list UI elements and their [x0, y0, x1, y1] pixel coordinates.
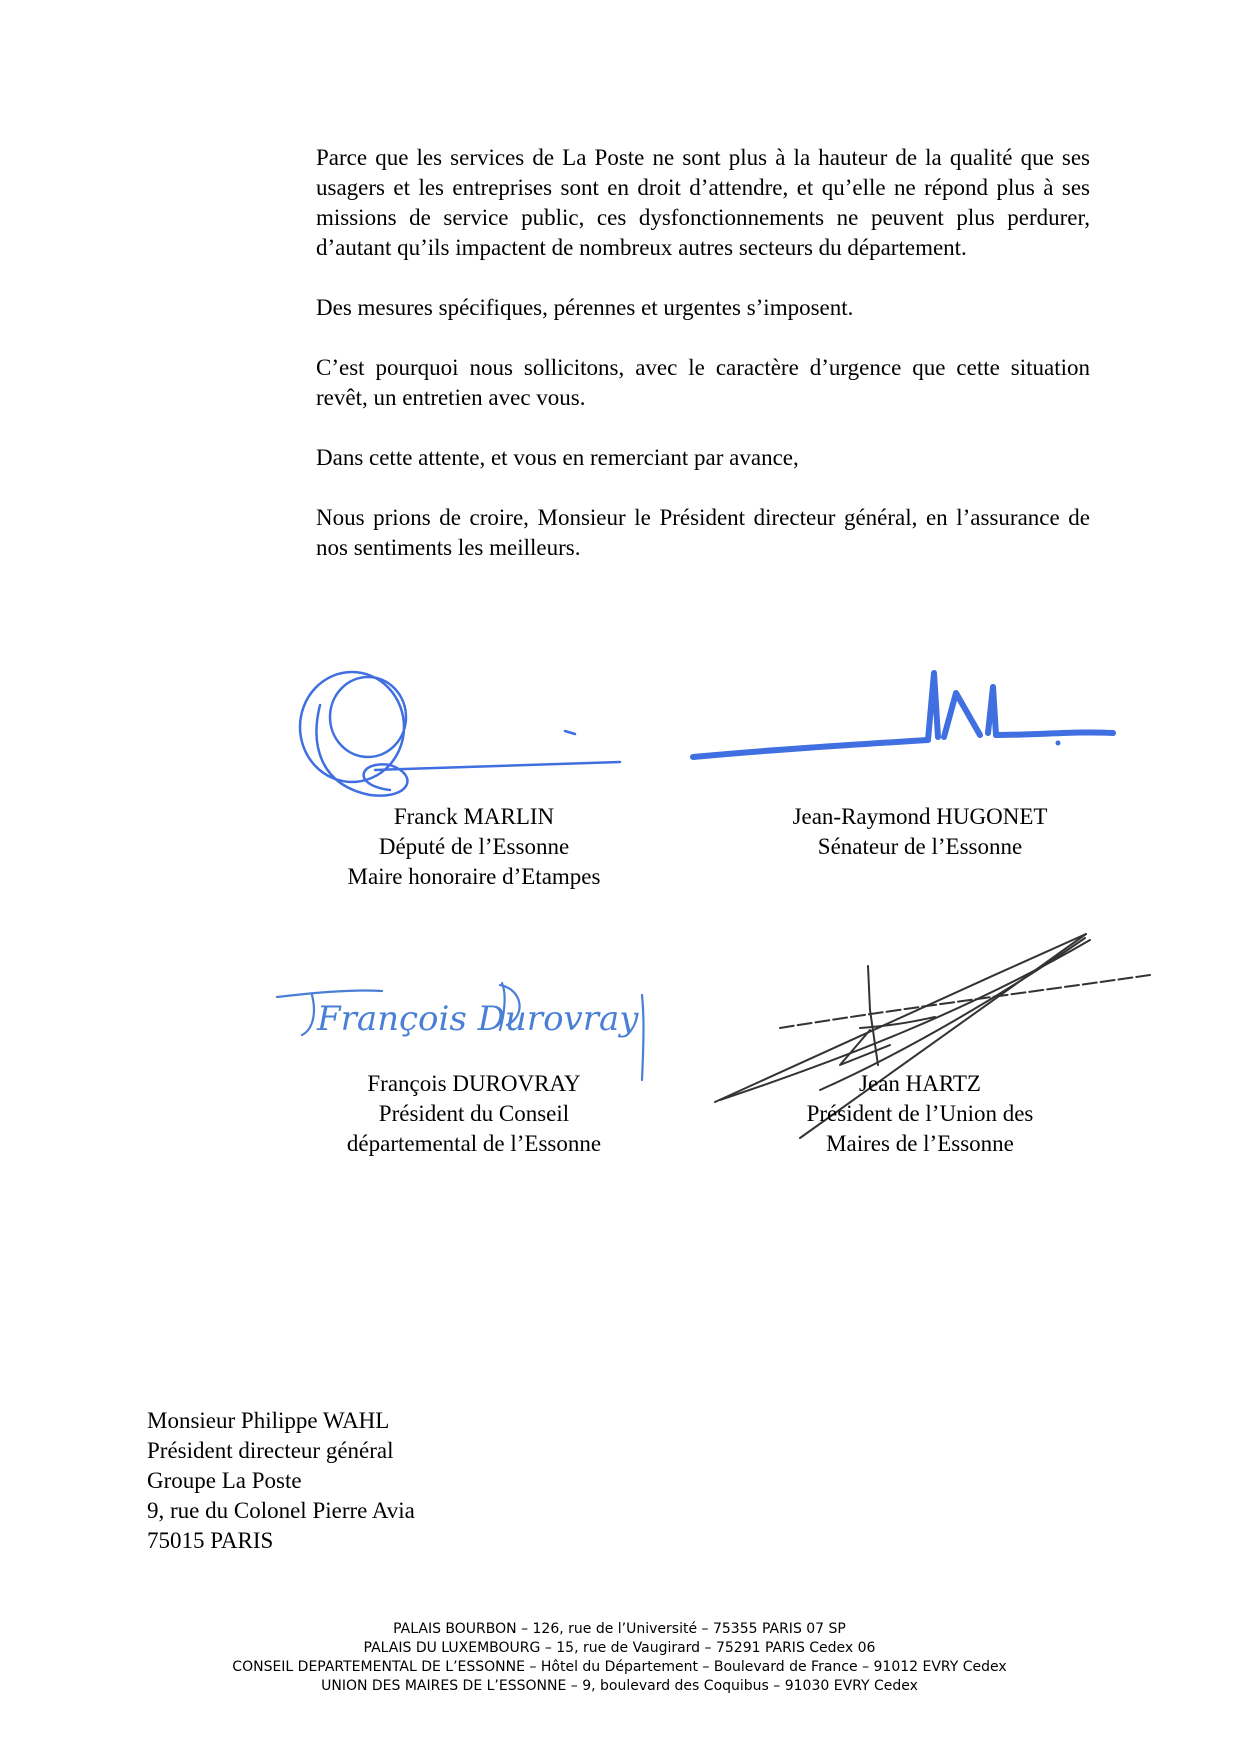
footer-line: PALAIS DU LUXEMBOURG – 15, rue de Vaugirard – 75291 PARIS Cedex 06 [363, 1640, 876, 1656]
address-line: Monsieur Philippe WAHL [147, 1408, 390, 1433]
paragraph: Parce que les services de La Poste ne sont plus à la hauteur de la qualité que ses usagers et les entreprises sont en droit d’attendre, et qu’elle ne répond plus à ses missions de service public, ces dysfonctionnements ne peuvent plus perdurer, d’autant qu’ils impactent de nombreux autres secteurs du département. [316, 145, 1090, 260]
signatory-hugonet [710, 802, 1130, 862]
address-line: 75015 PARIS [147, 1528, 274, 1553]
signatory-name: Franck MARLIN [393, 804, 555, 829]
paragraph: Dans cette attente, et vous en remerciant par avance, [316, 445, 799, 470]
signatory-title: Président de l’Union des [806, 1101, 1034, 1126]
signatory-durovray [264, 1069, 684, 1159]
signatory-name: Jean-Raymond HUGONET [792, 804, 1048, 829]
signatory-hartz [710, 1069, 1130, 1159]
signatory-title: Maire honoraire d’Etampes [347, 864, 601, 889]
footer-line: UNION DES MAIRES DE L’ESSONNE – 9, boulevard des Coquibus – 91030 EVRY Cedex [321, 1678, 918, 1694]
address-line: 9, rue du Colonel Pierre Avia [147, 1498, 415, 1523]
footer [0, 1620, 1239, 1696]
address-line: Groupe La Poste [147, 1468, 302, 1493]
letter-body [316, 143, 1090, 593]
paragraph: Des mesures spécifiques, pérennes et urgentes s’imposent. [316, 295, 854, 320]
signature-marlin [290, 665, 630, 815]
footer-line: PALAIS BOURBON – 126, rue de l’Université – 75355 PARIS 07 SP [393, 1621, 846, 1637]
signature-hugonet [688, 665, 1118, 765]
paragraph: Nous prions de croire, Monsieur le Président directeur général, en l’assurance de nos sentiments les meilleurs. [316, 505, 1090, 560]
footer-line: CONSEIL DEPARTEMENTAL DE L’ESSONNE – Hôtel du Département – Boulevard de France – 91012 EVRY Cedex [232, 1659, 1007, 1675]
signatory-title: Sénateur de l’Essonne [817, 834, 1023, 859]
paragraph: C’est pourquoi nous sollicitons, avec le caractère d’urgence que cette situation revêt, un entretien avec vous. [316, 355, 1090, 410]
signatory-marlin [264, 802, 684, 892]
signatory-name: François DUROVRAY [367, 1071, 581, 1096]
signatory-title: Député de l’Essonne [378, 834, 570, 859]
signatory-name: Jean HARTZ [859, 1071, 981, 1096]
signatory-title: départemental de l’Essonne [346, 1131, 602, 1156]
address-line: Président directeur général [147, 1438, 394, 1463]
signatory-title: Président du Conseil [378, 1101, 570, 1126]
recipient-address [147, 1406, 415, 1556]
signatory-title: Maires de l’Essonne [826, 1131, 1014, 1156]
signature-handwriting: François Durovray [317, 999, 639, 1039]
